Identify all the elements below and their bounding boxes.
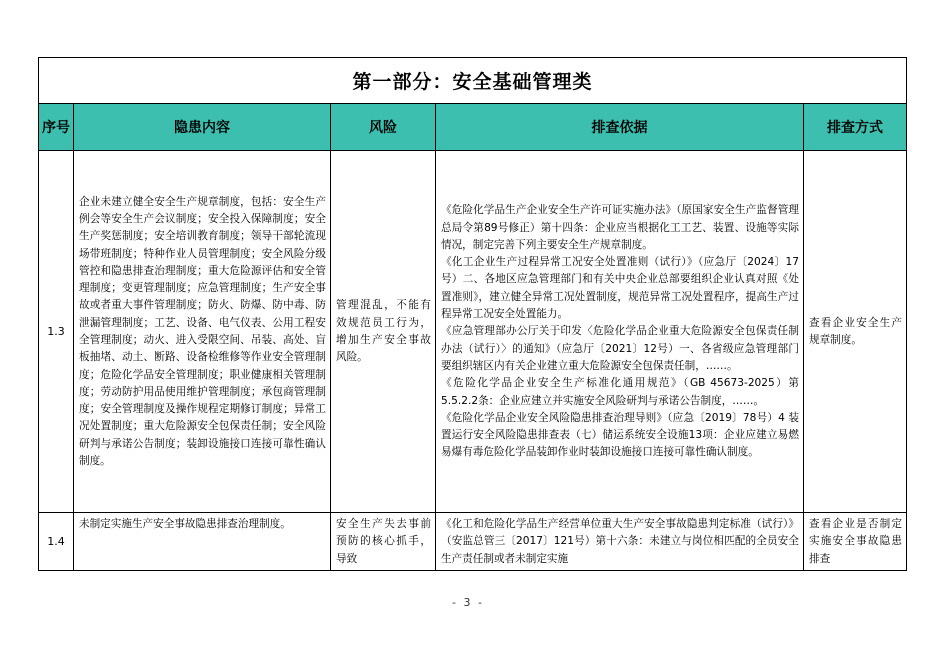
row-method <box>804 513 907 571</box>
column-header-basis: 排查依据 <box>436 104 804 151</box>
content-text: 未制定实施生产安全事故隐患排查治理制度。 <box>79 518 291 530</box>
basis-paragraph: 《化工和危险化学品生产经营单位重大生产安全事故隐患判定标准（试行）》（安监总管三〔2017〕121号）第十六条：未建立与岗位相匹配的全员安全生产责任制或者未制定实施 <box>441 518 799 565</box>
row-content <box>74 151 331 513</box>
content-text: 企业未建立健全安全生产规章制度，包括：安全生产例会等安全生产会议制度；安全投入保障制度；安全生产奖惩制度；安全培训教育制度；领导干部轮流现场带班制度；特种作业人员管理制度；安全风险分级管控和隐患排查治理制度；重大危险源评估和安全管理制度；变更管理制度；应急管理制度；生产安全事故或者重大事件管理制度；防火、防爆、防中毒、防泄漏管理制度；工艺、设备、电气仪表、公用工程安全管理制度；动火、进入受限空间、吊装、高处、盲板抽堵、动土、断路、设备检维修等作业安全管理制度；危险化学品安全管理制度；职业健康相关管理制度；劳动防护用品使用维护管理制度；承包商管理制度；安全管理制度及操作规程定期修订制度；异常工况处置制度；重大危险源安全包保责任制；安全风险研判与承诺公告制度；装卸设施接口连接可靠性确认制度。 <box>79 195 326 468</box>
row-basis <box>436 151 804 513</box>
risk-text: 安全生产失去事前预防的核心抓手，导致 <box>336 518 431 565</box>
table-header-row <box>39 104 907 151</box>
row-seq: 1.4 <box>39 513 74 571</box>
basis-paragraph: 《应急管理部办公厅关于印发〈危险化学品企业重大危险源安全包保责任制办法（试行）〉的通知》（应急厅〔2021〕12号）一、各省级应急管理部门要组织辖区内有关企业建立重大危险源安全包保责任制，……。 <box>441 325 799 372</box>
basis-paragraph: 《危险化学品企业安全风险隐患排查治理导则》（应急〔2019〕78号）4 装置运行安全风险隐患排查表（七）储运系统安全设施13项：企业应建立易燃易爆有毒危险化学品装卸作业时装卸设施接口连接可靠性确认制度。 <box>441 411 799 459</box>
page-number: - 3 - <box>452 596 484 609</box>
column-header-content: 隐患内容 <box>74 104 331 151</box>
row-content <box>74 513 331 571</box>
row-seq: 1.3 <box>39 151 74 513</box>
column-header-method: 排查方式 <box>804 104 907 151</box>
basis-paragraph: 《危险化学品生产企业安全生产许可证实施办法》（原国家安全生产监督管理总局令第89号修正）第十四条：企业应当根据化工工艺、装置、设施等实际情况，制定完善下列主要安全生产规章制度。 <box>441 204 799 251</box>
table-row <box>39 151 907 513</box>
row-risk <box>331 513 436 571</box>
column-header-seq: 序号 <box>39 104 74 151</box>
risk-text: 管理混乱，不能有效规范员工行为，增加生产安全事故风险。 <box>336 299 431 364</box>
row-basis <box>436 513 804 571</box>
column-header-risk: 风险 <box>331 104 436 151</box>
table-row <box>39 513 907 571</box>
row-risk <box>331 151 436 513</box>
basis-paragraph: 《危险化学品企业安全生产标准化通用规范》（GB 45673-2025）第5.5.2.2条：企业应建立并实施安全风险研判与承诺公告制度，……。 <box>441 377 799 407</box>
method-text: 查看企业安全生产规章制度。 <box>809 316 902 346</box>
hazard-table <box>38 57 907 571</box>
section-title: 第一部分：安全基础管理类 <box>39 58 907 104</box>
row-method <box>804 151 907 513</box>
basis-paragraph: 《化工企业生产过程异常工况安全处置准则（试行）》（应急厅〔2024〕17号）二、各地区应急管理部门和有关中央企业总部要组织企业认真对照《处置准则》，建立健全异常工况处置制度，规范异常工况处置程序，提高生产过程异常工况安全处置能力。 <box>441 256 799 321</box>
method-text: 查看企业是否制定实施安全事故隐患排查 <box>809 518 902 565</box>
